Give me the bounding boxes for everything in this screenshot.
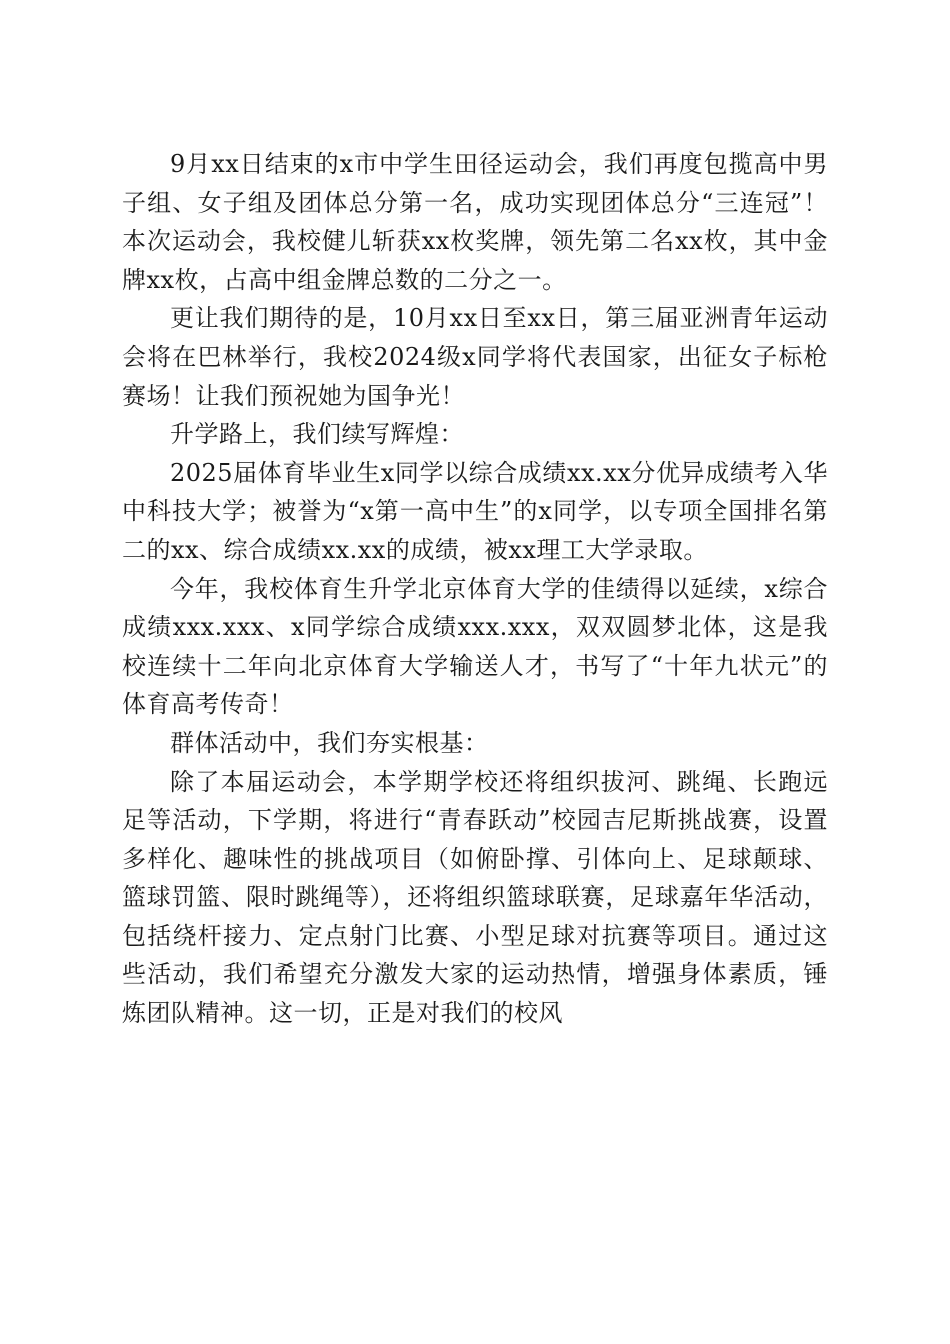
document-body	[122, 145, 828, 1033]
paragraph-activities-plan: 除了本届运动会，本学期学校还将组织拔河、跳绳、长跑远足等活动，下学期，将进行“青春跃动”校园吉尼斯挑战赛，设置多样化、趣味性的挑战项目（如俯卧撑、引体向上、足球颠球、篮球罚篮、限时跳绳等），还将组织篮球联赛，足球嘉年华活动，包括绕杆接力、定点射门比赛、小型足球对抗赛等项目。通过这些活动，我们希望充分激发大家的运动热情，增强身体素质，锤炼团队精神。这一切，正是对我们的校风	[122, 767, 828, 1028]
paragraph-group-activities-heading: 群体活动中，我们夯实根基：	[170, 728, 489, 757]
paragraph-beijing-sport-university: 今年，我校体育生升学北京体育大学的佳绩得以延续，x综合成绩xxx.xxx、x同学综合成绩xxx.xxx，双双圆梦北体，这是我校连续十二年向北京体育大学输送人才，书写了“十年九状元”的体育高考传奇！	[122, 574, 828, 719]
paragraph-graduates-2025: 2025届体育毕业生x同学以综合成绩xx.xx分优异成绩考入华中科技大学；被誉为“x第一高中生”的x同学，以专项全国排名第二的xx、综合成绩xx.xx的成绩，被xx理工大学录取。	[122, 458, 828, 564]
paragraph-meet-results: 9月xx日结束的x市中学生田径运动会，我们再度包揽高中男子组、女子组及团体总分第一名，成功实现团体总分“三连冠”！本次运动会，我校健儿斩获xx枚奖牌，领先第二名xx枚，其中金牌xx枚，占高中组金牌总数的二分之一。	[122, 150, 828, 294]
paragraph-admissions-heading: 升学路上，我们续写辉煌：	[170, 420, 464, 449]
paragraph-asian-youth-games: 更让我们期待的是，10月xx日至xx日，第三届亚洲青年运动会将在巴林举行，我校2024级x同学将代表国家，出征女子标枪赛场！让我们预祝她为国争光！	[122, 304, 828, 410]
